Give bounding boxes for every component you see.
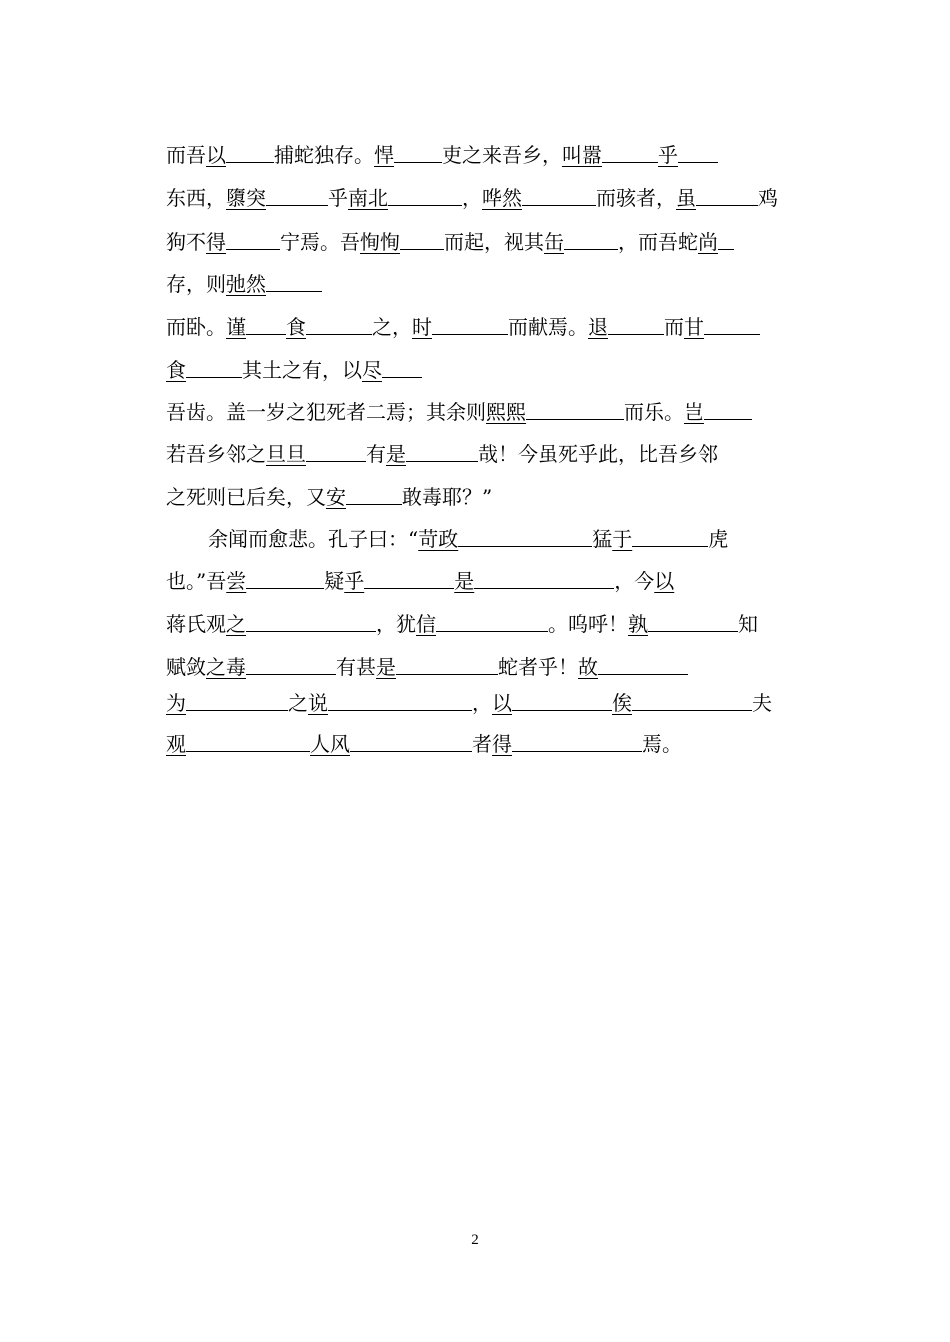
underlined-word: 以	[654, 569, 675, 593]
blank	[400, 227, 444, 250]
text-run: ，	[472, 691, 492, 715]
blank	[458, 524, 592, 547]
underlined-word: 得	[492, 732, 512, 756]
blank	[406, 439, 478, 462]
underlined-word: 时	[412, 315, 432, 339]
text-run: 东西，	[166, 186, 226, 210]
text-run: 乎	[328, 186, 348, 210]
text-line	[166, 269, 784, 299]
text-run: 者	[472, 732, 492, 756]
text-run: 猛	[592, 527, 613, 551]
blank	[186, 729, 310, 752]
underlined-word: 俟	[612, 691, 632, 715]
text-line	[166, 355, 784, 385]
text-line	[166, 688, 784, 718]
blank	[266, 183, 328, 206]
text-run: 而吾	[166, 143, 206, 167]
underlined-word: 谨	[226, 315, 246, 339]
text-run: 疑	[324, 569, 345, 593]
text-run: 蛇者乎！	[498, 655, 578, 679]
underlined-word: 尚	[698, 230, 718, 254]
blank	[696, 183, 758, 206]
blank	[226, 140, 274, 163]
text-run: 若吾乡邻之	[166, 442, 266, 466]
blank	[474, 566, 614, 589]
text-run: 之，	[372, 315, 412, 339]
text-run: 鸡	[758, 186, 778, 210]
text-run: 其土之有，以	[242, 358, 362, 382]
underlined-word: 岂	[684, 400, 704, 424]
underlined-word: 之	[206, 655, 226, 679]
blank	[526, 397, 624, 420]
underlined-word: 尝	[226, 569, 247, 593]
blank	[246, 609, 376, 632]
text-line	[166, 566, 784, 596]
blank	[394, 140, 442, 163]
text-run: 夫	[752, 691, 772, 715]
underlined-word: 尽	[362, 358, 382, 382]
text-line	[166, 524, 784, 554]
text-run: 赋敛	[166, 655, 206, 679]
text-line	[166, 609, 784, 639]
blank	[598, 652, 688, 675]
text-run: 存，则	[166, 272, 226, 296]
blank	[436, 609, 548, 632]
text-run: 而乐。	[624, 400, 684, 424]
blank	[718, 227, 734, 250]
page-number: 2	[471, 1232, 479, 1248]
blank	[512, 688, 612, 711]
text-run: 虎	[708, 527, 729, 551]
underlined-word: 旦旦	[266, 442, 306, 466]
text-line	[166, 439, 784, 469]
underlined-word: 缶	[544, 230, 564, 254]
text-run: 捕蛇独存。	[274, 143, 374, 167]
underlined-word: 叫嚣	[562, 143, 602, 167]
underlined-word: 弛然	[226, 272, 266, 296]
text-run: 也。”吾	[166, 569, 227, 593]
underlined-word: 食	[286, 315, 306, 339]
underlined-word: 说	[308, 691, 328, 715]
underlined-word: 安	[326, 485, 346, 509]
blank	[632, 688, 752, 711]
underlined-word: 之	[226, 612, 246, 636]
underlined-word: 是	[376, 655, 396, 679]
text-run: 而卧。	[166, 315, 226, 339]
text-line	[166, 312, 784, 342]
text-run: ，而吾蛇	[618, 230, 698, 254]
underlined-word: 退	[588, 315, 608, 339]
blank	[246, 312, 286, 335]
text-run: 有	[366, 442, 386, 466]
blank	[564, 227, 618, 250]
text-run: 。呜呼！	[548, 612, 628, 636]
underlined-word: 悍	[374, 143, 394, 167]
blank	[246, 566, 324, 589]
underlined-word: 观	[166, 732, 186, 756]
text-run: 而献焉。	[508, 315, 588, 339]
blank	[328, 688, 472, 711]
text-run: 吾齿。盖一岁之犯死者二焉；其余则	[166, 400, 486, 424]
blank	[678, 140, 718, 163]
text-line	[166, 482, 784, 512]
text-run: 敢毒耶？”	[402, 485, 493, 509]
underlined-word: 以	[492, 691, 512, 715]
blank	[186, 688, 288, 711]
text-line	[166, 729, 784, 759]
text-run: 有甚	[336, 655, 376, 679]
underlined-word: 南北	[348, 186, 388, 210]
text-run: 而起，视其	[444, 230, 544, 254]
blank	[602, 140, 658, 163]
text-line	[166, 140, 784, 170]
blank	[186, 355, 242, 378]
text-line	[166, 183, 784, 213]
text-run: ，今	[614, 569, 655, 593]
underlined-word: 于	[612, 527, 633, 551]
underlined-word: 哗然	[482, 186, 522, 210]
underlined-word: 人风	[310, 732, 350, 756]
blank	[512, 729, 642, 752]
underlined-word: 乎	[658, 143, 678, 167]
underlined-word: 得	[206, 230, 226, 254]
text-run: 狗不	[166, 230, 206, 254]
blank	[648, 609, 738, 632]
underlined-word: 虽	[676, 186, 696, 210]
blank	[632, 524, 708, 547]
underlined-word: 乎	[344, 569, 365, 593]
blank	[266, 269, 322, 292]
text-run: ，	[462, 186, 482, 210]
blank	[704, 397, 752, 420]
text-line	[166, 652, 784, 682]
blank	[396, 652, 498, 675]
blank	[306, 439, 366, 462]
text-run: 之	[288, 691, 308, 715]
text-line	[166, 227, 784, 257]
underlined-word: 是	[454, 569, 475, 593]
underlined-word: 以	[206, 143, 226, 167]
text-run: 余闻而愈悲。孔子曰：“	[208, 527, 419, 551]
text-run: 宁焉。吾	[280, 230, 360, 254]
text-run: 之死则已后矣，又	[166, 485, 326, 509]
underlined-word: 信	[416, 612, 436, 636]
underlined-word: 隳突	[226, 186, 266, 210]
underlined-word: 故	[578, 655, 598, 679]
text-run: 而骇者，	[596, 186, 676, 210]
underlined-word: 熙熙	[486, 400, 526, 424]
blank	[432, 312, 508, 335]
underlined-word: 为	[166, 691, 186, 715]
underlined-word: 孰	[628, 612, 648, 636]
blank	[246, 652, 336, 675]
blank	[364, 566, 454, 589]
text-run: 吏之来吾乡，	[442, 143, 562, 167]
text-run: 焉。	[642, 732, 682, 756]
blank	[346, 482, 402, 505]
blank	[388, 183, 462, 206]
text-run: 蒋氏观	[166, 612, 226, 636]
text-run: 知	[738, 612, 758, 636]
blank	[350, 729, 472, 752]
underlined-word: 恂恂	[360, 230, 400, 254]
text-line	[166, 397, 784, 427]
underlined-word: 食	[166, 358, 186, 382]
underlined-word: 苛政	[418, 527, 459, 551]
blank	[704, 312, 760, 335]
blank	[522, 183, 596, 206]
underlined-word: 甘	[684, 315, 704, 339]
blank	[382, 355, 422, 378]
blank	[608, 312, 664, 335]
blank	[306, 312, 372, 335]
text-run: ，犹	[376, 612, 416, 636]
underlined-word: 是	[386, 442, 406, 466]
blank	[226, 227, 280, 250]
text-run: 哉！今虽死乎此，比吾乡邻	[478, 442, 718, 466]
underlined-word: 毒	[226, 655, 246, 679]
text-run: 而	[664, 315, 684, 339]
